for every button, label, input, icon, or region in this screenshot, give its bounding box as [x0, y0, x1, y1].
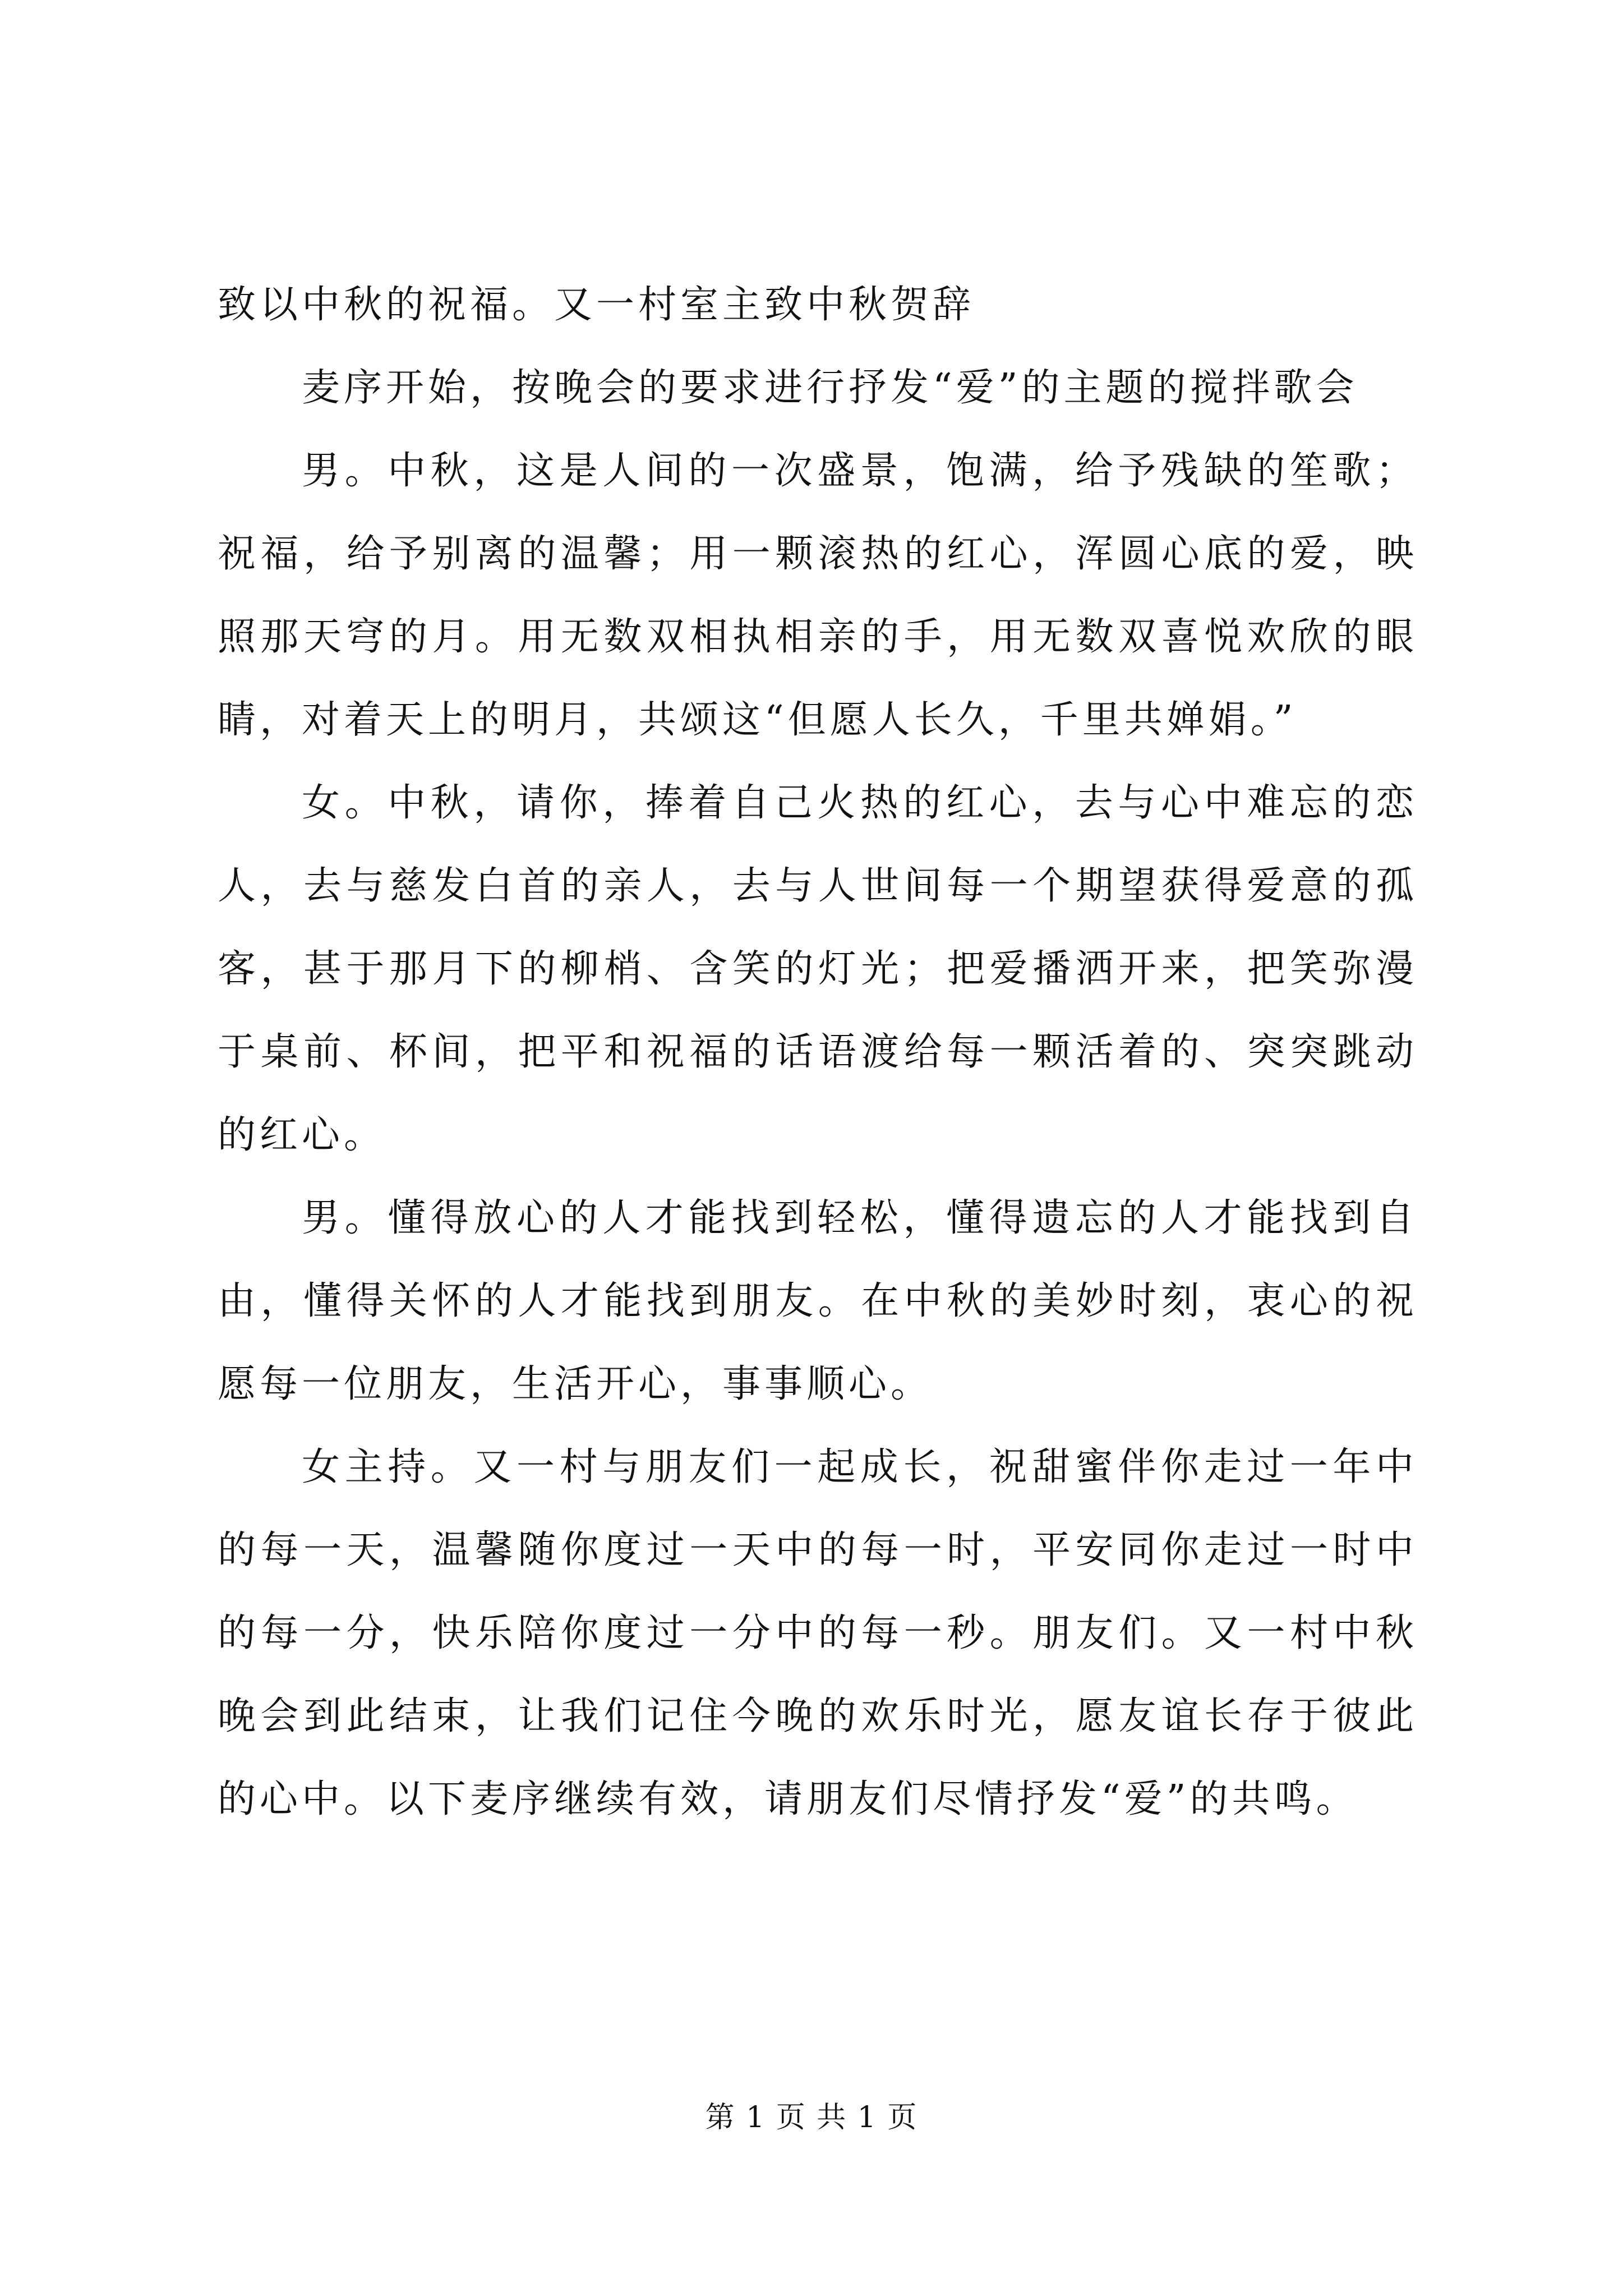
paragraph-opening: 致以中秋的祝福。又一村室主致中秋贺辞 [218, 283, 975, 327]
page-footer: 第 1 页 共 1 页 [705, 2101, 918, 2134]
paragraph-male-host-1: 男。中秋，这是人间的一次盛景，饱满，给予残缺的笙歌；祝福，给予别离的温馨；用一颗滚热的红心，浑圆心底的爱，映照那天穹的月。用无数双相执相亲的手，用无数双喜悦欢欣的眼睛，对着天上的明月，共颂这“但愿人长久，千里共婵娟。” [218, 449, 1418, 742]
paragraph-female-host-1: 女。中秋，请你，捧着自己火热的红心，去与心中难忘的恋人，去与慈发白首的亲人，去与人世间每一个期望获得爱意的孤客，甚于那月下的柳梢、含笑的灯光；把爱播洒开来，把笑弥漫于桌前、杯间，把平和祝福的话语渡给每一颗活着的、突突跳动的红心。 [218, 781, 1418, 1157]
document-body [218, 264, 1418, 1841]
paragraph-mic-order: 麦序开始，按晚会的要求进行抒发“爱”的主题的搅拌歌会 [302, 366, 1358, 410]
paragraph-male-host-2: 男。懂得放心的人才能找到轻松，懂得遗忘的人才能找到自由，懂得关怀的人才能找到朋友。在中秋的美妙时刻，衷心的祝愿每一位朋友，生活开心，事事顺心。 [218, 1196, 1418, 1406]
paragraph-female-host-closing: 女主持。又一村与朋友们一起成长，祝甜蜜伴你走过一年中的每一天，温馨随你度过一天中的每一时，平安同你走过一时中的每一分，快乐陪你度过一分中的每一秒。朋友们。又一村中秋晚会到此结束，让我们记住今晚的欢乐时光，愿友谊长存于彼此的心中。以下麦序继续有效，请朋友们尽情抒发“爱”的共鸣。 [218, 1445, 1418, 1821]
